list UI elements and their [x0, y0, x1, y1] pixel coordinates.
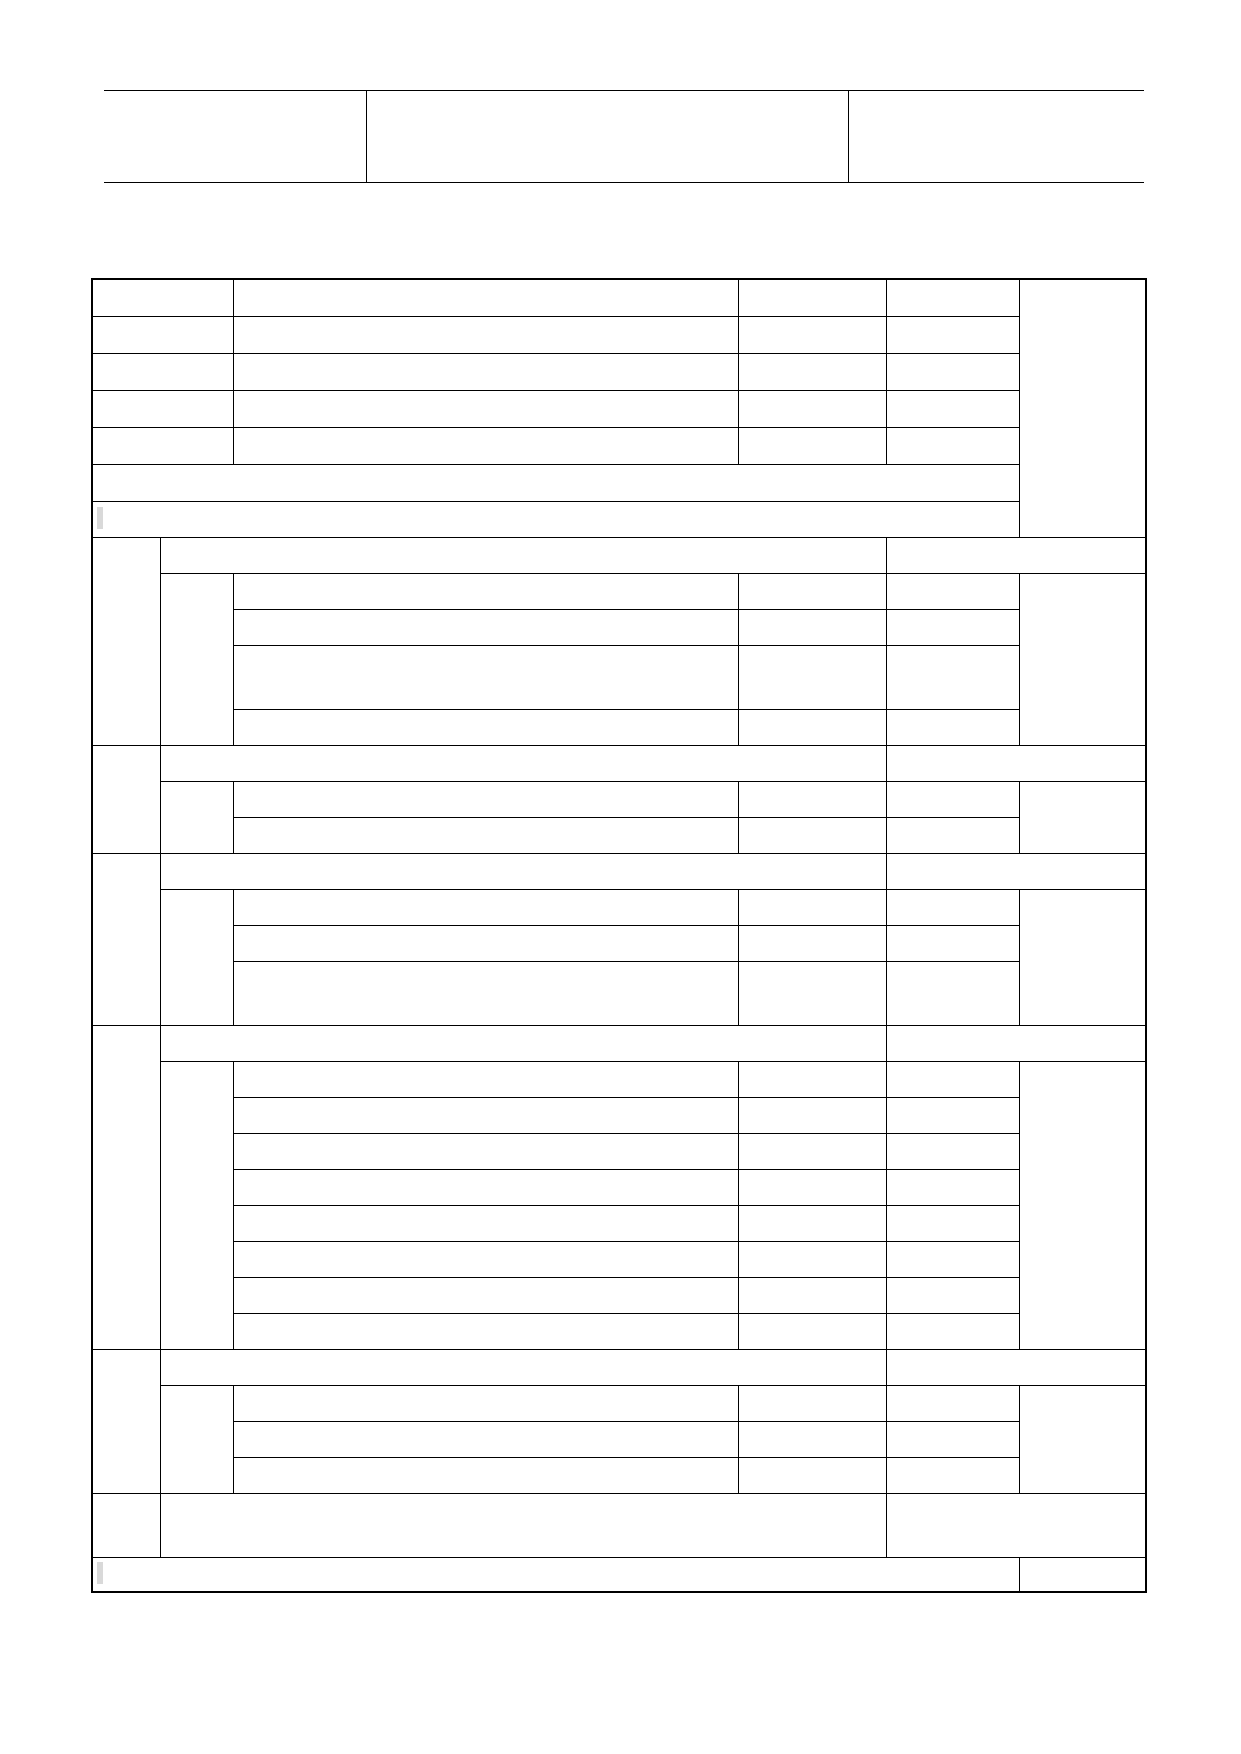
job-description-table — [91, 278, 1147, 1593]
task-text — [233, 961, 738, 1025]
info-label — [738, 279, 886, 316]
duty-summary — [92, 464, 1019, 501]
task-frequency — [738, 1097, 886, 1133]
task-frequency — [738, 609, 886, 645]
task-frequency — [738, 1313, 886, 1349]
task-time — [886, 1061, 1019, 1097]
task-frequency — [738, 709, 886, 745]
task-row — [92, 645, 1146, 709]
duty-time-percentage — [886, 1349, 1146, 1385]
task-time — [886, 1421, 1019, 1457]
task-text — [233, 1097, 738, 1133]
task-frequency — [738, 1061, 886, 1097]
task-row — [92, 609, 1146, 645]
info-label — [92, 279, 233, 316]
info-value — [233, 316, 738, 353]
task-frequency — [738, 1385, 886, 1421]
task-time — [886, 1169, 1019, 1205]
task-text — [233, 1169, 738, 1205]
task-row — [92, 1205, 1146, 1241]
task-row — [92, 1061, 1146, 1097]
info-value — [233, 390, 738, 427]
task-frequency — [738, 781, 886, 817]
task-time — [886, 817, 1019, 853]
task-text — [233, 1385, 738, 1421]
task-time — [886, 781, 1019, 817]
task-text — [233, 817, 738, 853]
task-frequency — [738, 817, 886, 853]
info-row — [92, 279, 1146, 316]
task-text — [233, 1205, 738, 1241]
task-row — [92, 1421, 1146, 1457]
info-row — [92, 390, 1146, 427]
task-row — [92, 709, 1146, 745]
task-time — [886, 1241, 1019, 1277]
task-frequency — [738, 1457, 886, 1493]
duty-heading — [92, 1025, 160, 1349]
info-value — [886, 427, 1019, 464]
task-row — [92, 573, 1146, 609]
duty-desc-row — [92, 1349, 1146, 1385]
duty-desc-row — [92, 1025, 1146, 1061]
task-text — [233, 781, 738, 817]
task-frequency — [738, 645, 886, 709]
duty-description — [160, 1493, 886, 1557]
task-frequency — [738, 1241, 886, 1277]
task-frequency — [738, 1169, 886, 1205]
task-frequency — [738, 573, 886, 609]
task-text — [233, 1313, 738, 1349]
task-text — [233, 573, 738, 609]
info-label — [92, 390, 233, 427]
duty-heading — [92, 853, 160, 1025]
duty-desc-row — [92, 1493, 1146, 1557]
task-text — [233, 1457, 738, 1493]
info-row — [92, 353, 1146, 390]
task-text — [233, 709, 738, 745]
info-value — [233, 427, 738, 464]
task-time — [886, 1313, 1019, 1349]
info-row — [92, 316, 1146, 353]
task-time — [886, 1457, 1019, 1493]
info-label — [92, 316, 233, 353]
duty-heading — [92, 1493, 160, 1557]
info-row — [92, 427, 1146, 464]
duty-heading — [92, 1349, 160, 1493]
task-row — [92, 1277, 1146, 1313]
task-row — [92, 889, 1146, 925]
info-label — [92, 427, 233, 464]
task-time — [886, 573, 1019, 609]
duty-description — [160, 1025, 886, 1061]
duty-description — [160, 537, 886, 573]
task-text — [233, 889, 738, 925]
duty-desc-row — [92, 853, 1146, 889]
info-value — [886, 353, 1019, 390]
task-row — [92, 1241, 1146, 1277]
info-label — [738, 427, 886, 464]
header-top-rule-right — [848, 90, 1144, 91]
task-time — [886, 925, 1019, 961]
duty-description — [160, 745, 886, 781]
task-text — [233, 1277, 738, 1313]
duty-desc-row — [92, 537, 1146, 573]
task-frequency — [738, 1421, 886, 1457]
task-row — [92, 1457, 1146, 1493]
info-label — [92, 353, 233, 390]
task-row — [92, 1385, 1146, 1421]
task-time — [886, 1385, 1019, 1421]
info-value — [233, 279, 738, 316]
info-label — [738, 390, 886, 427]
tasks-header-label — [97, 507, 103, 529]
header-bottom-rule — [104, 182, 1144, 183]
task-row — [92, 817, 1146, 853]
duty-time-percentage — [886, 537, 1146, 573]
tasks-header-row — [92, 501, 1146, 537]
tasks-header — [92, 501, 1019, 537]
task-time — [886, 709, 1019, 745]
work-task-label — [160, 889, 233, 1025]
header-top-rule — [104, 90, 848, 91]
header-divider-right — [848, 90, 849, 182]
info-value — [886, 316, 1019, 353]
task-text — [233, 925, 738, 961]
duty-time-percentage — [886, 1493, 1146, 1557]
task-text — [233, 1241, 738, 1277]
duty-time-percentage — [886, 853, 1146, 889]
task-time — [886, 1133, 1019, 1169]
power-label — [97, 1562, 103, 1584]
task-row — [92, 925, 1146, 961]
task-text — [233, 1061, 738, 1097]
duty-time-percentage — [886, 1025, 1146, 1061]
task-row — [92, 1133, 1146, 1169]
task-frequency — [738, 889, 886, 925]
task-time — [886, 961, 1019, 1025]
task-time — [886, 1205, 1019, 1241]
work-task-label — [160, 781, 233, 853]
table-body — [92, 279, 1146, 1592]
task-row — [92, 781, 1146, 817]
task-text — [233, 1133, 738, 1169]
duty-time-percentage — [886, 745, 1146, 781]
work-task-label — [160, 1061, 233, 1349]
task-text — [233, 1421, 738, 1457]
work-task-label — [160, 1385, 233, 1493]
power-row — [92, 1557, 1146, 1592]
info-label — [738, 316, 886, 353]
task-frequency — [738, 961, 886, 1025]
task-row — [92, 1097, 1146, 1133]
task-time — [886, 889, 1019, 925]
duty-summary-row — [92, 464, 1146, 501]
duty-heading — [92, 745, 160, 853]
info-value — [886, 390, 1019, 427]
task-time — [886, 609, 1019, 645]
duty-heading — [92, 537, 160, 745]
info-value — [886, 279, 1019, 316]
duty-description — [160, 853, 886, 889]
duty-desc-row — [92, 745, 1146, 781]
task-frequency — [738, 925, 886, 961]
task-frequency — [738, 1205, 886, 1241]
task-frequency — [738, 1277, 886, 1313]
work-task-label — [160, 573, 233, 745]
task-frequency — [738, 1133, 886, 1169]
task-row — [92, 961, 1146, 1025]
task-row — [92, 1169, 1146, 1205]
duty-description — [160, 1349, 886, 1385]
task-time — [886, 1097, 1019, 1133]
info-label — [738, 353, 886, 390]
task-time — [886, 645, 1019, 709]
info-value — [233, 353, 738, 390]
header-divider-left — [366, 90, 367, 182]
power-cell — [92, 1557, 1019, 1592]
task-text — [233, 645, 738, 709]
task-text — [233, 609, 738, 645]
task-row — [92, 1313, 1146, 1349]
task-time — [886, 1277, 1019, 1313]
